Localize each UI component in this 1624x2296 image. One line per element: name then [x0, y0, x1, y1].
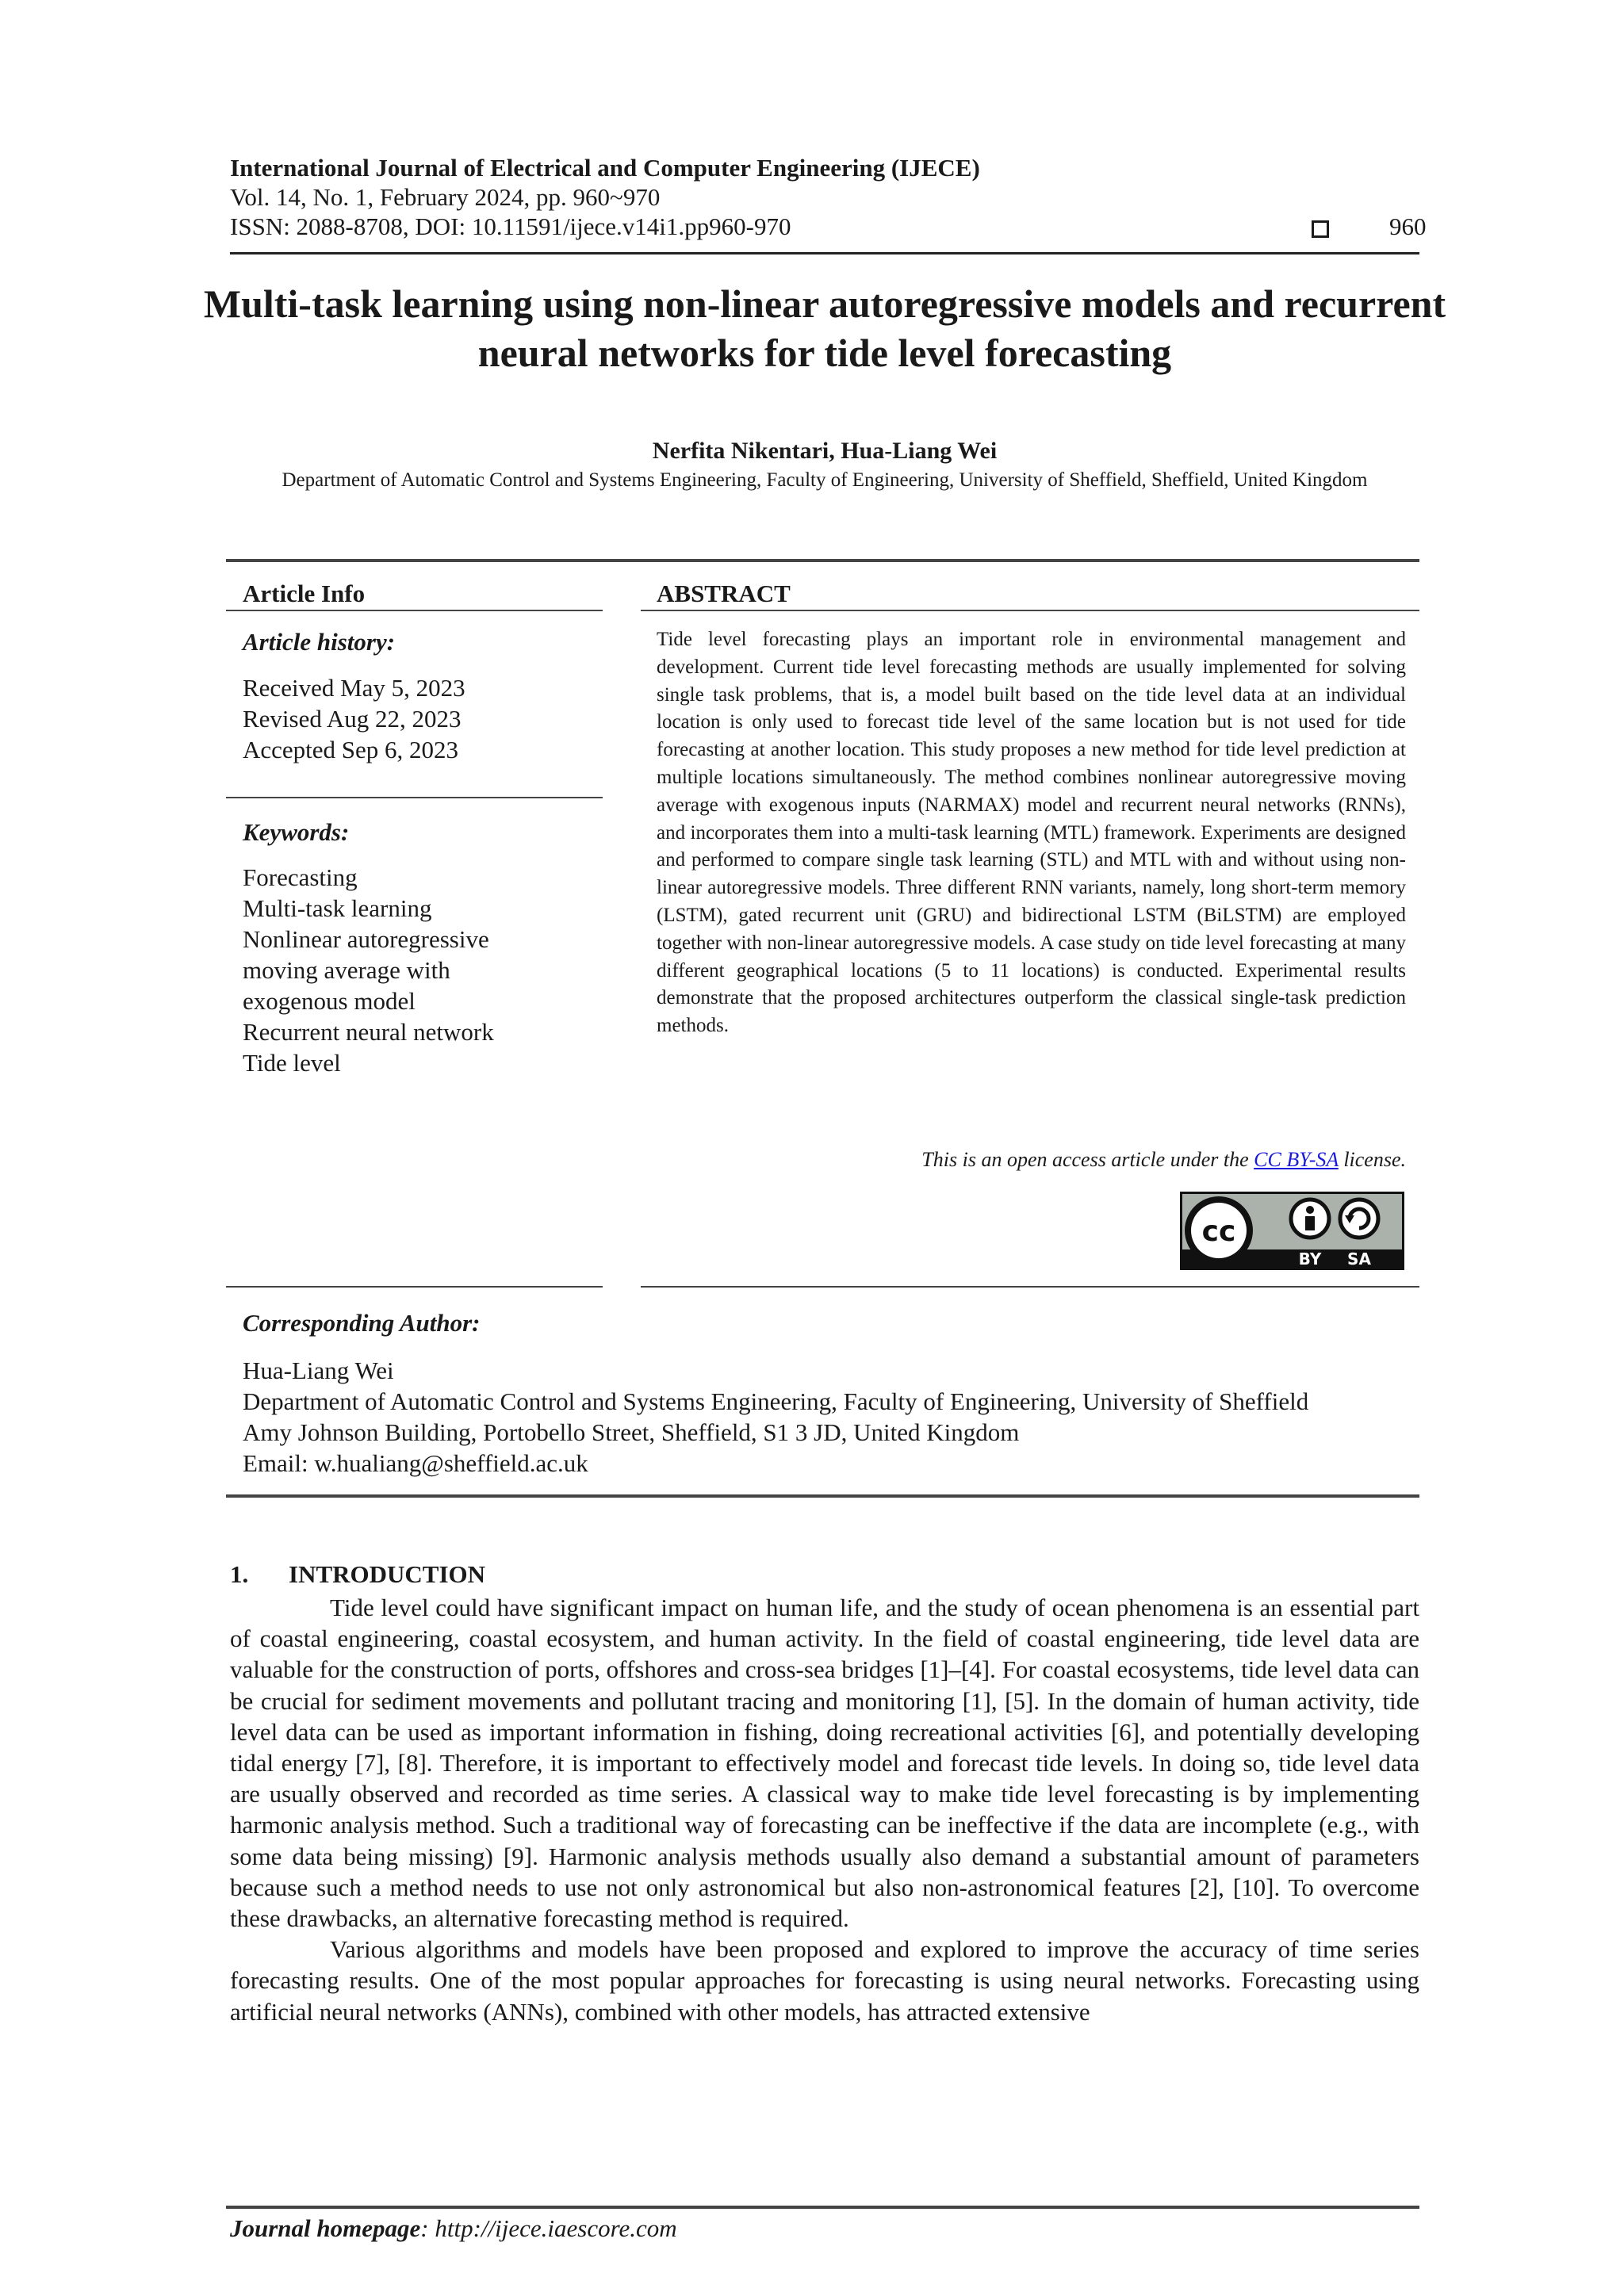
cc-by-sa-badge-icon[interactable]: [1180, 1192, 1404, 1270]
author-affiliation: Department of Automatic Control and Systems Engineering, Faculty of Engineering, University of Sheffield, Sheffield, United Kingdom: [282, 469, 1368, 491]
sa-label: SA: [1347, 1249, 1371, 1269]
open-access-statement: [657, 1148, 1406, 1172]
abstract-heading: ABSTRACT: [657, 580, 791, 607]
body-paragraph: Various algorithms and models have been proposed and explored to improve the accuracy of time series forecasting results. One of the most popular approaches for forecasting is using neural networks. Forecasting using artificial neural networks (ANNs), combined with other models, has attracted extensive: [230, 1935, 1419, 2026]
info-bottom-divider: [226, 1286, 603, 1288]
section-heading: [230, 1560, 485, 1589]
corresponding-department: Department of Automatic Control and Systems Engineering, Faculty of Engineering, University of Sheffield: [243, 1387, 1309, 1415]
share-alike-icon: [1340, 1200, 1378, 1238]
journal-homepage: [230, 2214, 677, 2243]
history-received: Received May 5, 2023: [243, 674, 465, 702]
history-revised: Revised Aug 22, 2023: [243, 705, 462, 733]
cc-by-sa-link[interactable]: CC BY-SA: [1254, 1148, 1339, 1171]
journal-name: International Journal of Electrical and Computer Engineering (IJECE): [230, 154, 980, 182]
keywords-list: [243, 862, 494, 1078]
article-history-heading: Article history:: [243, 628, 396, 656]
corresponding-author-heading: Corresponding Author:: [243, 1309, 481, 1337]
keywords-divider: [226, 797, 603, 798]
abstract-text: Tide level forecasting plays an important role in environmental management and development. Current tide level forecasting methods are usually implemented for solving single task problems, that is, a model built based on the tide level data at an individual location is only used to forecast tide level of the same location but is not used for tide forecasting at another location. This study proposes a new method for tide level prediction at multiple locations simultaneously. The method combines nonlinear autoregressive moving average with exogenous inputs (NARMAX) model and recurrent neural networks (RNNs), and incorporates them into a multi-task learning (MTL) framework. Experiments are designed and performed to compare single task learning (STL) and MTL with and without using non-linear autoregressive models. Three different RNN variants, namely, long short-term memory (LSTM), gated recurrent unit (GRU) and bidirectional LSTM (BiLSTM) are employed together with non-linear autoregressive models. A case study on tide level forecasting at many different geographical locations (5 to 11 locations) is conducted. Experimental results demonstrate that the proposed architectures outperform the classical single-task prediction methods.: [657, 629, 1406, 1037]
homepage-url[interactable]: : http://ijece.iaescore.com: [420, 2214, 677, 2242]
volume-info: Vol. 14, No. 1, February 2024, pp. 960~970: [230, 183, 661, 211]
keyword-item: Forecasting: [243, 863, 358, 891]
paper-title: Multi-task learning using non-linear autoregressive models and recurrent neural networks for tide level forecasting: [203, 281, 1446, 375]
corresponding-address: Amy Johnson Building, Portobello Street, Sheffield, S1 3 JD, United Kingdom: [243, 1418, 1020, 1446]
issn-doi: ISSN: 2088-8708, DOI: 10.11591/ijece.v14i1.pp960-970: [230, 212, 791, 240]
header-divider: [230, 252, 1419, 254]
homepage-label: Journal homepage: [230, 2214, 421, 2242]
corresponding-email[interactable]: Email: w.hualiang@sheffield.ac.uk: [243, 1449, 588, 1477]
keyword-item: Tide level: [243, 1049, 341, 1077]
corresponding-author-block: [243, 1355, 1308, 1479]
license-suffix: license.: [1338, 1148, 1406, 1171]
abstract-divider: [641, 610, 1419, 611]
section-number: 1.: [230, 1560, 249, 1588]
square-bullet-icon: [1312, 220, 1329, 238]
section-title: INTRODUCTION: [289, 1560, 486, 1588]
history-accepted: Accepted Sep 6, 2023: [243, 736, 459, 763]
by-label: BY: [1298, 1249, 1322, 1269]
footer-divider: [226, 2206, 1419, 2209]
info-top-divider: [226, 559, 1419, 562]
keyword-item: exogenous model: [243, 987, 416, 1015]
keyword-item: Recurrent neural network: [243, 1018, 494, 1046]
author-list: Nerfita Nikentari, Hua-Liang Wei: [652, 438, 998, 464]
corresponding-name: Hua-Liang Wei: [243, 1357, 394, 1384]
article-info-divider: [226, 610, 603, 611]
keyword-item: moving average with: [243, 956, 450, 984]
keyword-item: Nonlinear autoregressive: [243, 925, 489, 953]
introduction-body: [230, 1592, 1419, 2027]
body-paragraph: Tide level could have significant impact on human life, and the study of ocean phenomena is an essential part of coastal engineering, coastal ecosystem, and human activity. In the field of coastal engineering, tide level data are valuable for the construction of ports, offshores and cross-sea bridges [1]–[4]. For coastal ecosystems, tide level data can be crucial for sediment movements and pollutant tracing and monitoring [1], [5]. In the domain of human activity, tide level data can be used as important information in fishing, doing recreational activities [6], and potentially developing tidal energy [7], [8]. Therefore, it is important to effectively model and forecast tide levels. In doing so, tide level data are usually observed and recorded as time series. A classical way to make tide level forecasting is by implementing harmonic analysis method. Such a traditional way of forecasting can be ineffective if the data are incomplete (e.g., with some data being missing) [9]. Harmonic analysis methods usually also demand a substantial amount of parameters because such a method needs to use not only astronomical but also non-astronomical features [2], [10]. To overcome these drawbacks, an alternative forecasting method is required.: [230, 1594, 1419, 1933]
cc-label: cc: [1201, 1215, 1236, 1248]
abstract-bottom-divider: [641, 1286, 1419, 1288]
license-prefix: This is an open access article under the: [921, 1148, 1254, 1171]
article-info-heading: Article Info: [243, 580, 366, 607]
keywords-heading: Keywords:: [243, 818, 350, 846]
page-number: 960: [1389, 212, 1427, 240]
keyword-item: Multi-task learning: [243, 894, 432, 922]
corresponding-divider: [226, 1494, 1419, 1498]
article-history-list: [243, 672, 465, 765]
